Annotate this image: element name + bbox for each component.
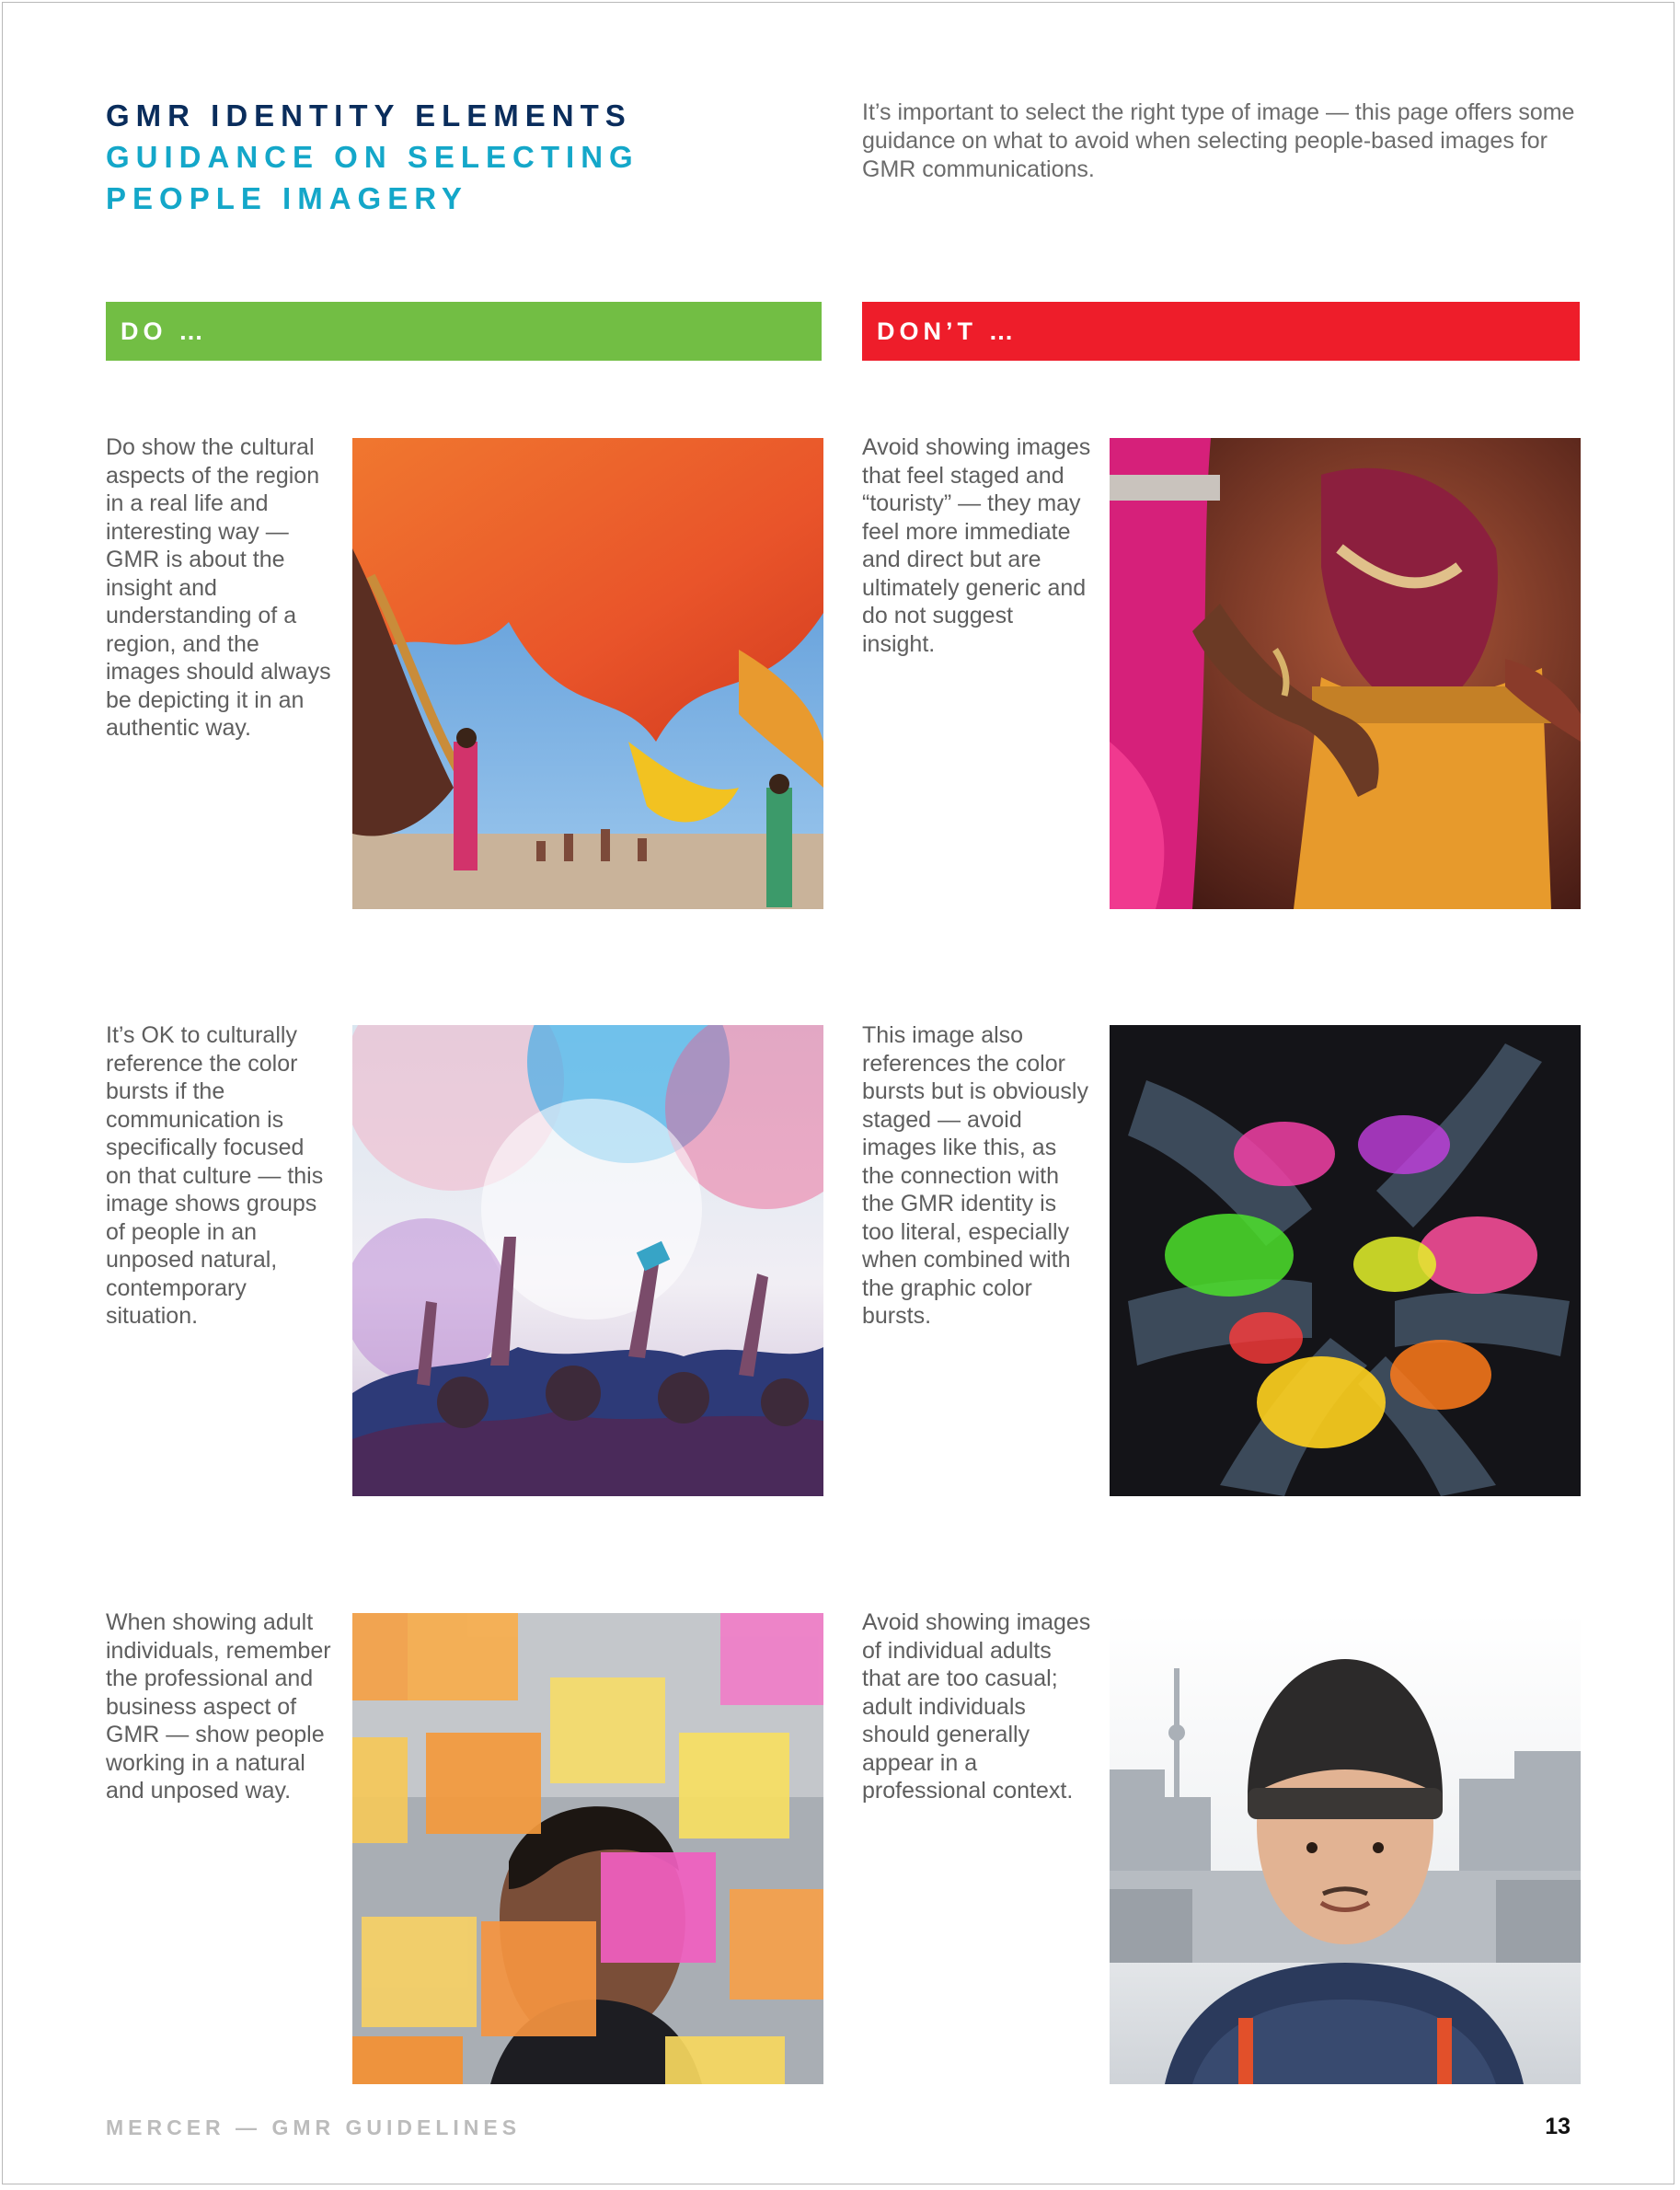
do-caption-1: Do show the cultural aspects of the region in a real life and interesting way — GMR is about the insight and understanding of a region, and the images should always be depicting it in an authentic way. — [106, 434, 331, 741]
title-line-2: GUIDANCE ON SELECTING — [106, 140, 639, 174]
page-number: 13 — [1545, 2114, 1571, 2139]
dont-caption-3: Avoid showing images of individual adults that are too casual; adult individuals should generally appear in a professional context. — [862, 1609, 1091, 1804]
dont-caption-2: This image also references the color bursts but is obviously staged — avoid images like this, as the connection with the GMR identity is too literal, especially when combined with the graphic color bursts. — [862, 1022, 1088, 1329]
title-line-3: PEOPLE IMAGERY — [106, 181, 468, 215]
festival-crowd-photo-image — [352, 1025, 823, 1496]
dont-photo-3 — [1110, 1613, 1581, 2084]
dont-caption-1: Avoid showing images that feel staged and “touristy” — they may feel more immediate and direct but are ultimately generic and do not suggest insight. — [862, 434, 1091, 657]
do-photo-1 — [352, 438, 823, 909]
do-caption-3: When showing adult individuals, remember the professional and business aspect of GMR — show people working in a natural and unposed way. — [106, 1609, 331, 1804]
sticky-notes-photo-image — [352, 1613, 823, 2084]
do-header-band — [106, 302, 822, 361]
do-label: DO … — [121, 317, 209, 345]
dancer-photo-image — [1110, 438, 1581, 909]
colored-hands-photo-image — [1110, 1025, 1581, 1496]
intro-text: It’s important to select the right type of image — this page offers some guidance on what to avoid when selecting people-based images for GMR communications. — [862, 99, 1575, 182]
title-line-1: GMR IDENTITY ELEMENTS — [106, 98, 632, 133]
footer-label: MERCER — GMR GUIDELINES — [106, 2115, 522, 2139]
beanie-selfie-photo-image — [1110, 1613, 1581, 2084]
guideline-page — [2, 2, 1674, 2184]
do-photo-2 — [352, 1025, 823, 1496]
sarongs-photo-image — [352, 438, 823, 909]
page-title — [106, 95, 639, 219]
do-photo-3 — [352, 1613, 823, 2084]
dont-photo-1 — [1110, 438, 1581, 909]
dont-header-band — [862, 302, 1580, 361]
do-caption-2: It’s OK to culturally reference the color bursts if the communication is specifically focused on that culture — this image shows groups of people in an unposed natural, contemporary situation. — [106, 1022, 324, 1329]
dont-photo-2 — [1110, 1025, 1581, 1496]
dont-label: DON’T … — [877, 317, 1018, 345]
